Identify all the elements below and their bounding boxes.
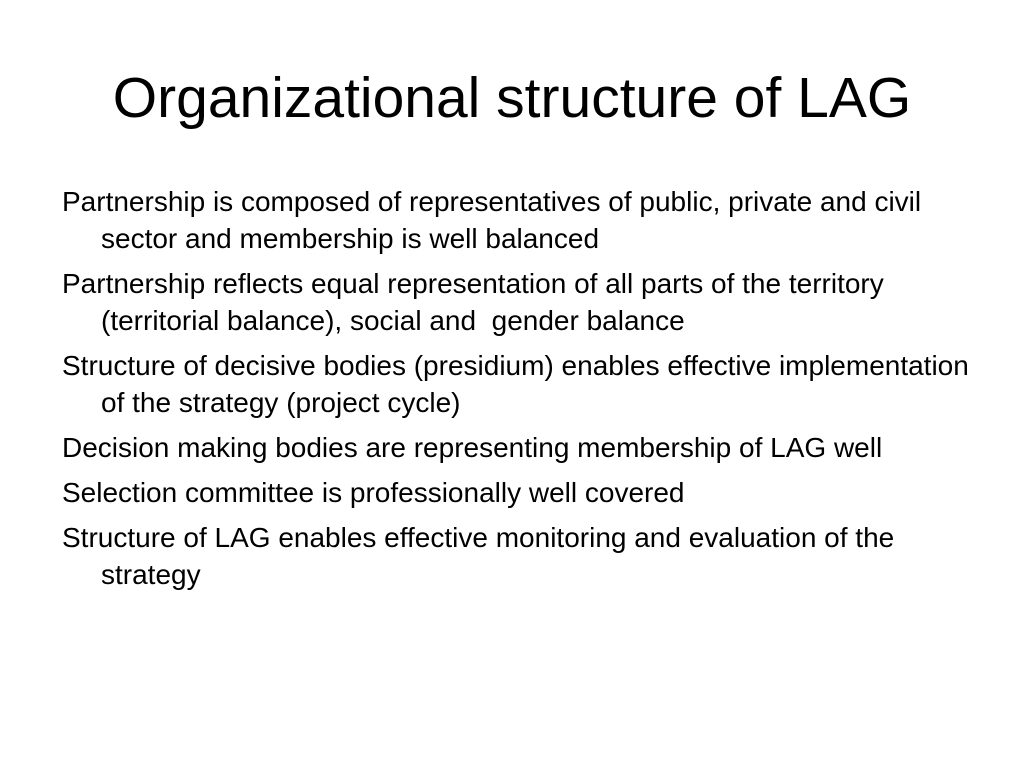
bullet-item: Decision making bodies are representing membership of LAG well: [62, 432, 883, 463]
bullet-item: Selection committee is professionally well covered: [62, 477, 685, 508]
bullet-item: Structure of LAG enables effective monitoring and evaluation of the strategy: [62, 522, 903, 590]
bullet-list: [62, 183, 977, 601]
slide-title: Organizational structure of LAG: [112, 66, 912, 130]
bullet-item: Partnership is composed of representatives of public, private and civil sector and membership is well balanced: [62, 186, 929, 254]
bullet-item: Structure of decisive bodies (presidium) enables effective implementation of the strategy (project cycle): [62, 350, 977, 418]
bullet-item: Partnership reflects equal representation of all parts of the territory (territorial balance), social and gender balance: [62, 268, 892, 336]
